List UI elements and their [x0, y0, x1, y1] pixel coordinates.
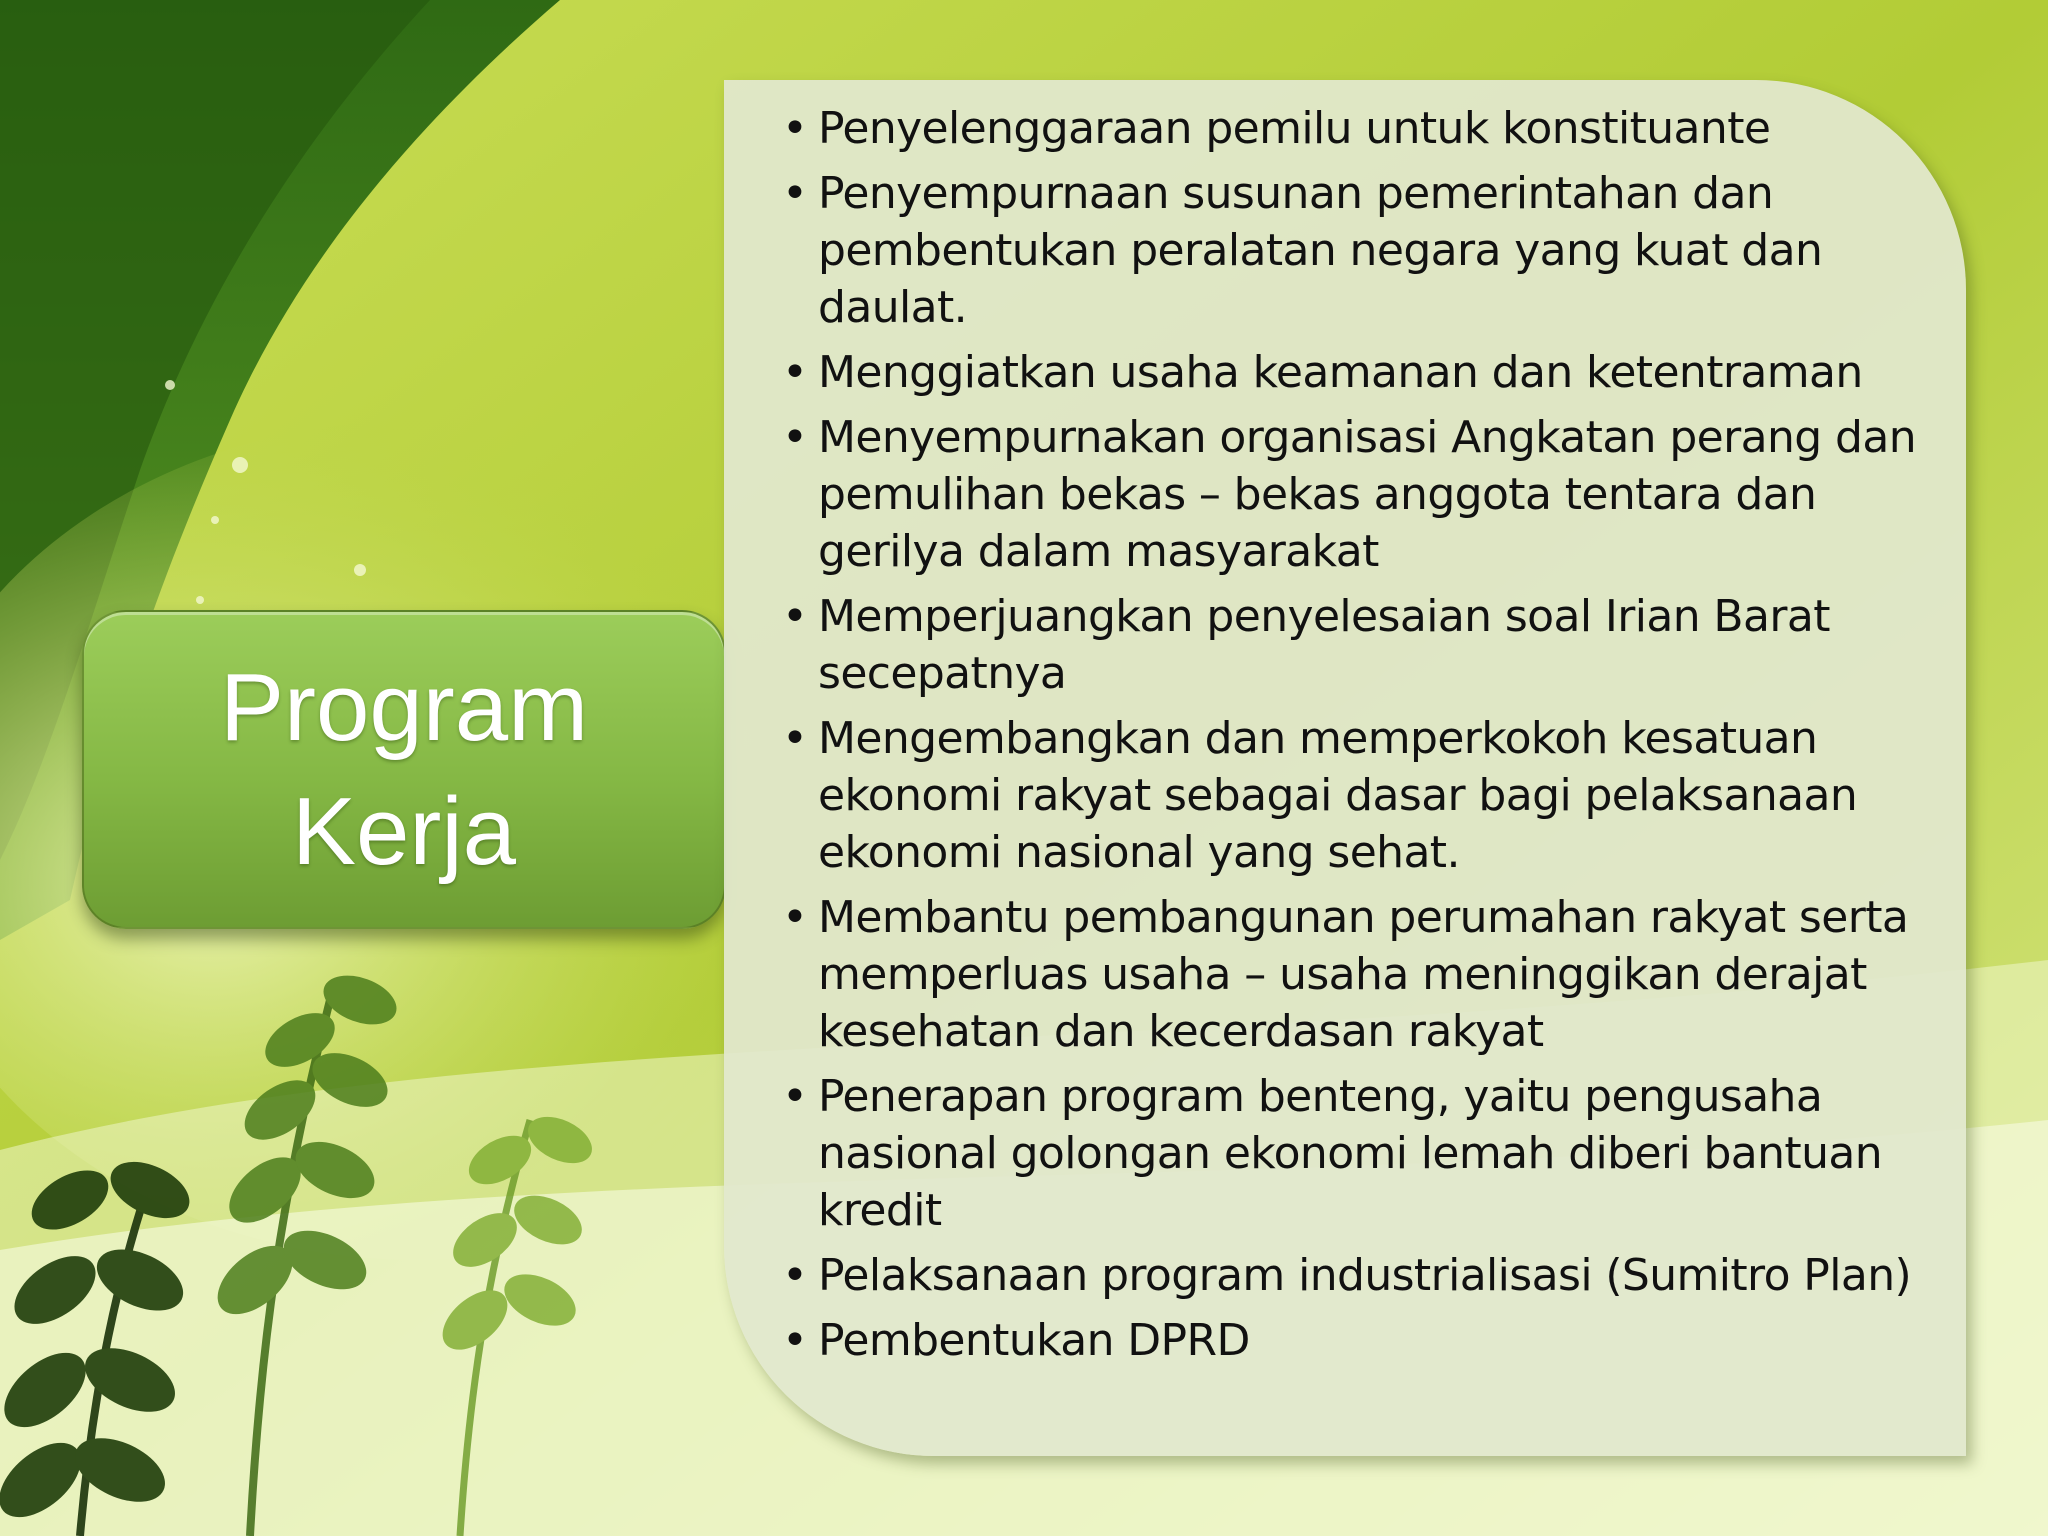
bullet-text: Menggiatkan usaha keamanan dan ketentraman [818, 347, 1863, 398]
bullet-item [782, 344, 1932, 401]
bullet-icon: • [782, 347, 808, 398]
title-line-2: Kerja [291, 777, 517, 885]
slide-title [220, 646, 588, 894]
bullet-item [782, 889, 1932, 1060]
bullet-icon: • [782, 168, 808, 219]
bullet-text: Mengembangkan dan memperkokoh kesatuan ekonomi rakyat sebagai dasar bagi pelaksanaan ekonomi nasional yang sehat. [818, 713, 1858, 878]
bullet-item [782, 100, 1932, 157]
bullet-list [782, 100, 1932, 1377]
bullet-text: Penerapan program benteng, yaitu pengusaha nasional golongan ekonomi lemah diberi bantuan kredit [818, 1071, 1883, 1236]
content-panel [724, 80, 1966, 1456]
bullet-text: Membantu pembangunan perumahan rakyat serta memperluas usaha – usaha meninggikan derajat kesehatan dan kecerdasan rakyat [818, 892, 1909, 1057]
bullet-item [782, 409, 1932, 580]
bullet-text: Pelaksanaan program industrialisasi (Sumitro Plan) [818, 1250, 1912, 1301]
bullet-item [782, 1312, 1932, 1369]
bullet-text: Menyempurnakan organisasi Angkatan perang dan pemulihan bekas – bekas anggota tentara dan gerilya dalam masyarakat [818, 412, 1916, 577]
bullet-item [782, 588, 1932, 702]
bullet-text: Penyempurnaan susunan pemerintahan dan pembentukan peralatan negara yang kuat dan daulat. [818, 168, 1823, 333]
bullet-icon: • [782, 1250, 808, 1301]
bullet-icon: • [782, 713, 808, 764]
bullet-item [782, 710, 1932, 881]
bullet-icon: • [782, 1071, 808, 1122]
bullet-icon: • [782, 591, 808, 642]
bullet-icon: • [782, 892, 808, 943]
bullet-item [782, 165, 1932, 336]
bullet-text: Pembentukan DPRD [818, 1315, 1250, 1366]
title-box [82, 610, 726, 929]
bullet-text: Memperjuangkan penyelesaian soal Irian Barat secepatnya [818, 591, 1830, 699]
bullet-icon: • [782, 1315, 808, 1366]
bullet-item [782, 1247, 1932, 1304]
bullet-text: Penyelenggaraan pemilu untuk konstituante [818, 103, 1771, 154]
title-line-1: Program [219, 653, 589, 761]
bullet-icon: • [782, 412, 808, 463]
bullet-icon: • [782, 103, 808, 154]
bullet-item [782, 1068, 1932, 1239]
